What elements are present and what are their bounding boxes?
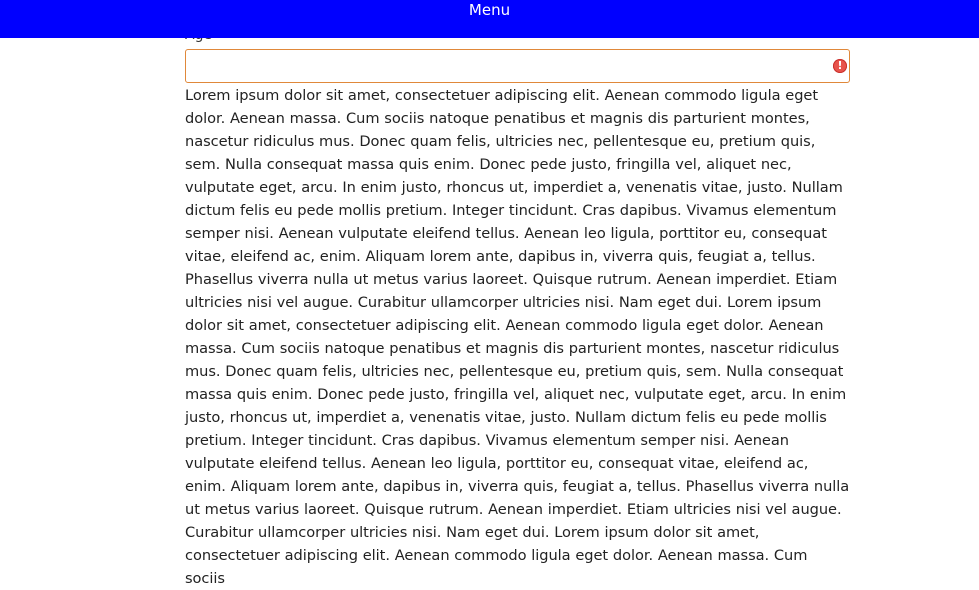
- age-input[interactable]: [185, 49, 850, 83]
- menu-bar[interactable]: [0, 0, 979, 38]
- main-content: [185, 0, 851, 587]
- menu-title[interactable]: Menu: [468, 1, 511, 19]
- error-icon: !: [833, 59, 847, 73]
- body-text: Lorem ipsum dolor sit amet, consectetuer adipiscing elit. Aenean commodo ligula eget dolor. Aenean massa. Cum sociis natoque penatibus et magnis dis parturient montes, nascetur ridiculus mus. Donec quam felis, ultricies nec, pellentesque eu, pretium quis, sem. Nulla consequat massa quis enim. Donec pede justo, fringilla vel, aliquet nec, vulputate eget, arcu. In enim justo, rhoncus ut, imperdiet a, venenatis vitae, justo. Nullam dictum felis eu pede mollis pretium. Integer tincidunt. Cras dapibus. Vivamus elementum semper nisi. Aenean vulputate eleifend tellus. Aenean leo ligula, porttitor eu, consequat vitae, eleifend ac, enim. Aliquam lorem ante, dapibus in, viverra quis, feugiat a, tellus. Phasellus viverra nulla ut metus varius laoreet. Quisque rutrum. Aenean imperdiet. Etiam ultricies nisi vel augue. Curabitur ullamcorper ultricies nisi. Nam eget dui. Lorem ipsum dolor sit amet, consectetuer adipiscing elit. Aenean commodo ligula eget dolor. Aenean massa. Cum sociis natoque penatibus et magnis dis parturient montes, nascetur ridiculus mus. Donec quam felis, ultricies nec, pellentesque eu, pretium quis, sem. Nulla consequat massa quis enim. Donec pede justo, fringilla vel, aliquet nec, vulputate eget, arcu. In enim justo, rhoncus ut, imperdiet a, venenatis vitae, justo. Nullam dictum felis eu pede mollis pretium. Integer tincidunt. Cras dapibus. Vivamus elementum semper nisi. Aenean vulputate eleifend tellus. Aenean leo ligula, porttitor eu, consequat vitae, eleifend ac, enim. Aliquam lorem ante, dapibus in, viverra quis, feugiat a, tellus. Phasellus viverra nulla ut metus varius laoreet. Quisque rutrum. Aenean imperdiet. Etiam ultricies nisi vel augue. Curabitur ullamcorper ultricies nisi. Nam eget dui. Lorem ipsum dolor sit amet, consectetuer adipiscing elit. Aenean commodo ligula eget dolor. Aenean massa. Cum sociis: [185, 87, 850, 587]
